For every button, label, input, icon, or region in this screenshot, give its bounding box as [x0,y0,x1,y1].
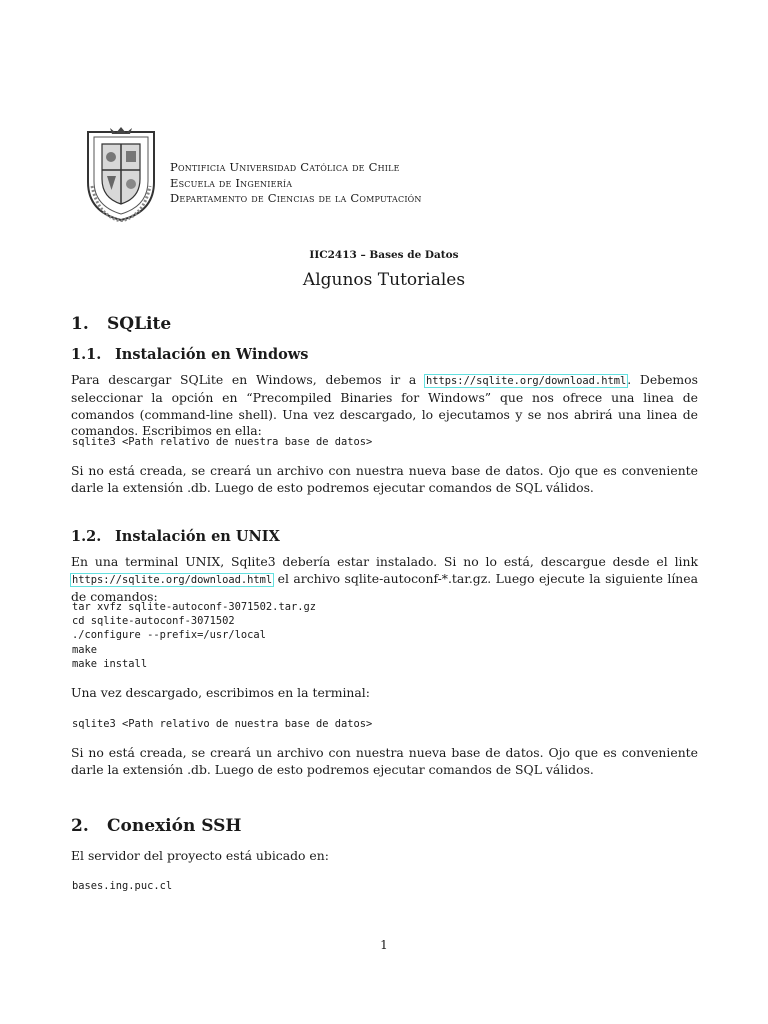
subsection-title: Instalación en UNIX [115,528,280,545]
subsection-number: 1.1. [71,346,102,363]
paragraph-ssh-server: El servidor del proyecto está ubicado en: [71,848,329,863]
course-code: IIC2413 – Bases de Datos [309,249,459,261]
section-title: Conexión SSH [107,816,242,836]
section-number: 1. [71,314,89,334]
code-block-server-host: bases.ing.puc.cl [72,880,173,892]
paragraph-text: el archivo sqlite-autoconf-*.tar.gz. Luego ejecute la siguiente línea de comandos: [71,570,698,604]
paragraph-unix-intro [71,554,698,605]
code-block-sqlite3-command-unix: sqlite3 <Path relativo de nuestra base de datos> [72,718,373,730]
paragraph-text: En una terminal UNIX, Sqlite3 debería estar instalado. Si no lo está, descargue desde el link [71,554,698,569]
section-heading-sqlite [71,314,171,334]
sqlite-download-link-unix[interactable]: https://sqlite.org/download.html [72,573,273,586]
paragraph-unix-note: Si no está creada, se creará un archivo con nuestra nueva base de datos. Ojo que es conveniente darle la extensión .db. Luego de esto podremos ejecutar comandos de SQL válidos. [71,745,698,777]
institution-block [170,160,422,207]
department-name: Departamento de Ciencias de la Computación [170,191,422,205]
paragraph-windows-note: Si no está creada, se creará un archivo con nuestra nueva base de datos. Ojo que es conveniente darle la extensión .db. Luego de esto podremos ejecutar comandos de SQL válidos. [71,463,698,495]
school-name: Escuela de Ingeniería [170,175,293,190]
document-title: Algunos Tutoriales [302,270,466,290]
paragraph-windows-intro [71,372,698,440]
code-block-install-commands: tar xvfz sqlite-autoconf-3071502.tar.gz cd sqlite-autoconf-3071502 ./configure --prefix=/usr/local make make install [72,601,316,670]
section-number: 2. [71,816,89,836]
section-heading-ssh [71,816,242,836]
paragraph-text: . Debemos seleccionar la opción en “Precompiled Binaries for Windows” que nos ofrece una linea de comandos (command-line shell). Una vez descargado, lo ejecutamos y se nos abrirá una linea de comandos. Escribimos en ella: [71,372,698,439]
section-title: SQLite [107,314,172,334]
subsection-heading-windows [71,346,308,363]
subsection-number: 1.2. [71,528,102,545]
university-seal-icon [80,124,162,222]
subsection-title: Instalación en Windows [115,346,309,363]
paragraph-text: Para descargar SQLite en Windows, debemos ir a [71,372,426,387]
sqlite-download-link[interactable]: https://sqlite.org/download.html [426,375,627,387]
page-number: 1 [380,938,388,952]
subsection-heading-unix [71,528,280,545]
university-name: Pontificia Universidad Católica de Chile [170,160,400,174]
paragraph-unix-terminal: Una vez descargado, escribimos en la terminal: [71,685,370,700]
code-block-sqlite3-command: sqlite3 <Path relativo de nuestra base de datos> [72,436,373,448]
